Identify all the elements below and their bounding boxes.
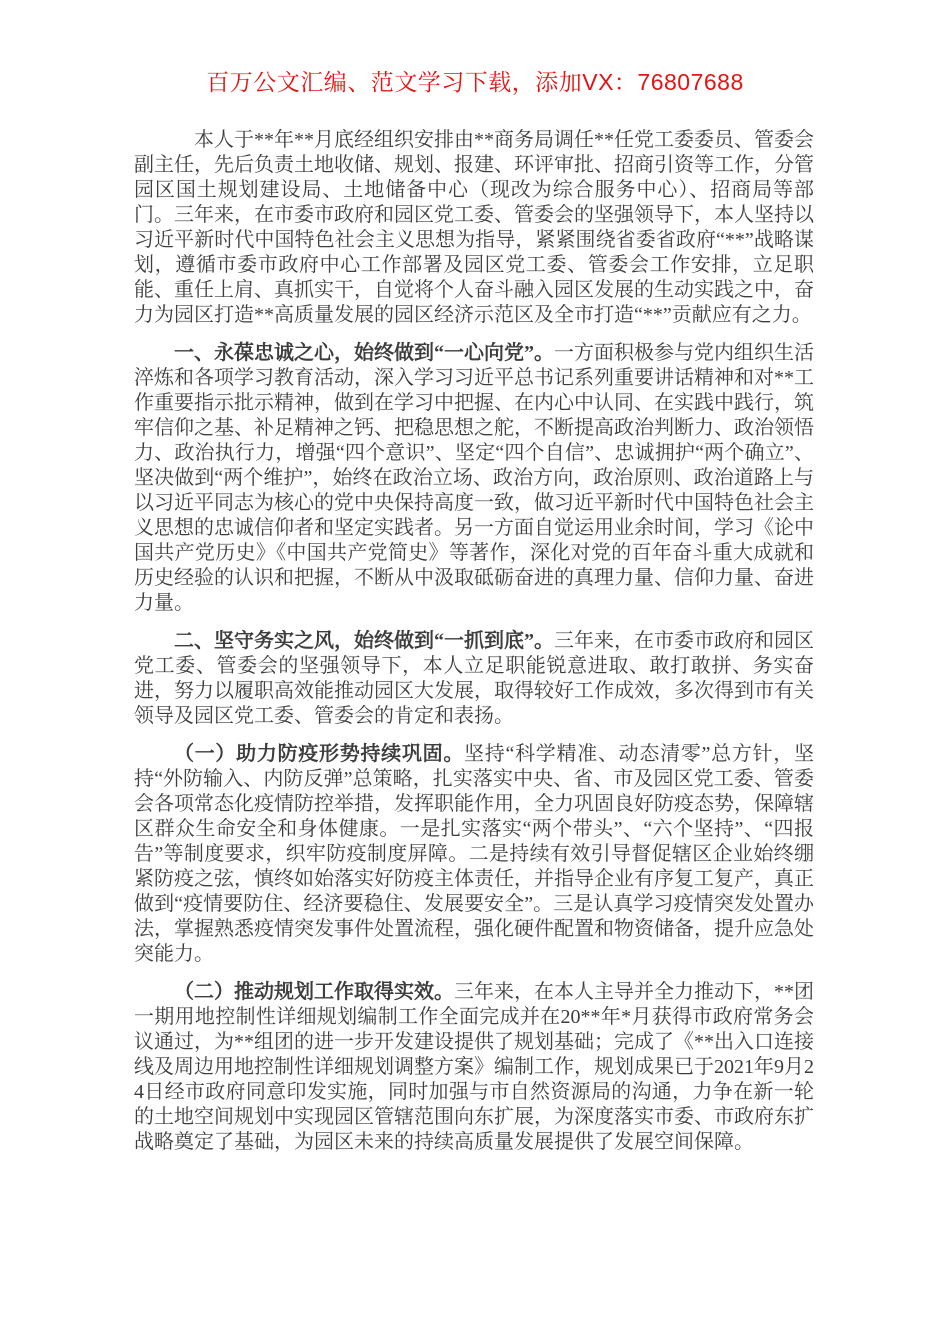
paragraph-text: 本人于**年**月底经组织安排由**商务局调任**任党工委委员、管委会副主任，先后负责土地收储、规划、报建、环评审批、招商引资等工作，分管园区国土规划建设局、土地储备中心（现改为综合服务中心）、招商局等部门。三年来，在市委市政府和园区党工委、管委会的坚强领导下，本人坚持以习近平新时代中国特色社会主义思想为指导，紧紧围绕省委省政府“**”战略谋划，遵循市委市政府中心工作部署及园区党工委、管委会工作安排，立足职能、重任上肩、真抓实干，自觉将个人奋斗融入园区发展的生动实践之中，奋力为园区打造**高质量发展的园区经济示范区及全市打造“**”贡献应有之力。 [134, 129, 814, 326]
section-2-heading: 二、坚守务实之风，始终做到“一抓到底”。 [174, 630, 554, 652]
paragraph-section-1 [134, 341, 814, 616]
paragraph-text: 坚持“科学精准、动态清零”总方针，坚持“外防输入、内防反弹”总策略，扎实落实中央、省、市及园区党工委、管委会各项常态化疫情防控举措，发挥职能作用，全力巩固良好防疫态势，保障辖区群众生命安全和身体健康。一是扎实落实“两个带头”、“六个坚持”、“四报告”等制度要求，织牢防疫制度屏障。二是持续有效引导督促辖区企业始终绷紧防疫之弦，慎终如始落实好防疫主体责任，并指导企业有序复工复产，真正做到“疫情要防住、经济要稳住、发展要安全”。三是认真学习疫情突发处置办法，掌握熟悉疫情突发事件处置流程，强化硬件配置和物资储备，提升应急处突能力。 [134, 743, 814, 965]
paragraph-intro [134, 128, 814, 328]
document-page [134, 128, 814, 1168]
subsection-2-heading: （二）推动规划工作取得实效。 [174, 981, 454, 1003]
watermark-banner: 百万公文汇编、范文学习下载，添加VX：76807688 [206, 69, 744, 95]
paragraph-text: 一方面积极参与党内组织生活淬炼和各项学习教育活动，深入学习习近平总书记系列重要讲话精神和对**工作重要指示批示精神，做到在学习中把握、在内心中认同、在实践中践行，筑牢信仰之基、补足精神之钙、把稳思想之舵，不断提高政治判断力、政治领悟力、政治执行力，增强“四个意识”、坚定“四个自信”、忠诚拥护“两个确立”、坚决做到“两个维护”，始终在政治立场、政治方向，政治原则、政治道路上与以习近平同志为核心的党中央保持高度一致，做习近平新时代中国特色社会主义思想的忠诚信仰者和坚定实践者。另一方面自觉运用业余时间，学习《论中国共产党历史》《中国共产党简史》等著作，深化对党的百年奋斗重大成就和历史经验的认识和把握，不断从中汲取砥砺奋进的真理力量、信仰力量、奋进力量。 [134, 342, 814, 614]
paragraph-section-2 [134, 629, 814, 729]
section-1-heading: 一、永葆忠诚之心，始终做到“一心向党”。 [174, 342, 554, 364]
paragraph-text: 三年来，在本人主导并全力推动下，**团一期用地控制性详细规划编制工作全面完成并在20**年*月获得市政府常务会议通过，为**组团的进一步开发建设提供了规划基础；完成了《**出入口连接线及周边用地控制性详细规划调整方案》编制工作，规划成果已于2021年9月24日经市政府同意印发实施，同时加强与市自然资源局的沟通，力争在新一轮的土地空间规划中实现园区管辖范围向东扩展，为深度落实市委、市政府东扩战略奠定了基础，为园区未来的持续高质量发展提供了发展空间保障。 [134, 981, 814, 1153]
subsection-1-heading: （一）助力防疫形势持续巩固。 [174, 743, 465, 765]
paragraph-subsection-2 [134, 980, 814, 1155]
paragraph-text: 三年来，在市委市政府和园区党工委、管委会的坚强领导下，本人立足职能锐意进取、敢打敢拼、务实奋进，努力以履职高效能推动园区大发展，取得较好工作成效，多次得到市有关领导及园区党工委、管委会的肯定和表扬。 [134, 630, 814, 727]
paragraph-subsection-1 [134, 742, 814, 967]
